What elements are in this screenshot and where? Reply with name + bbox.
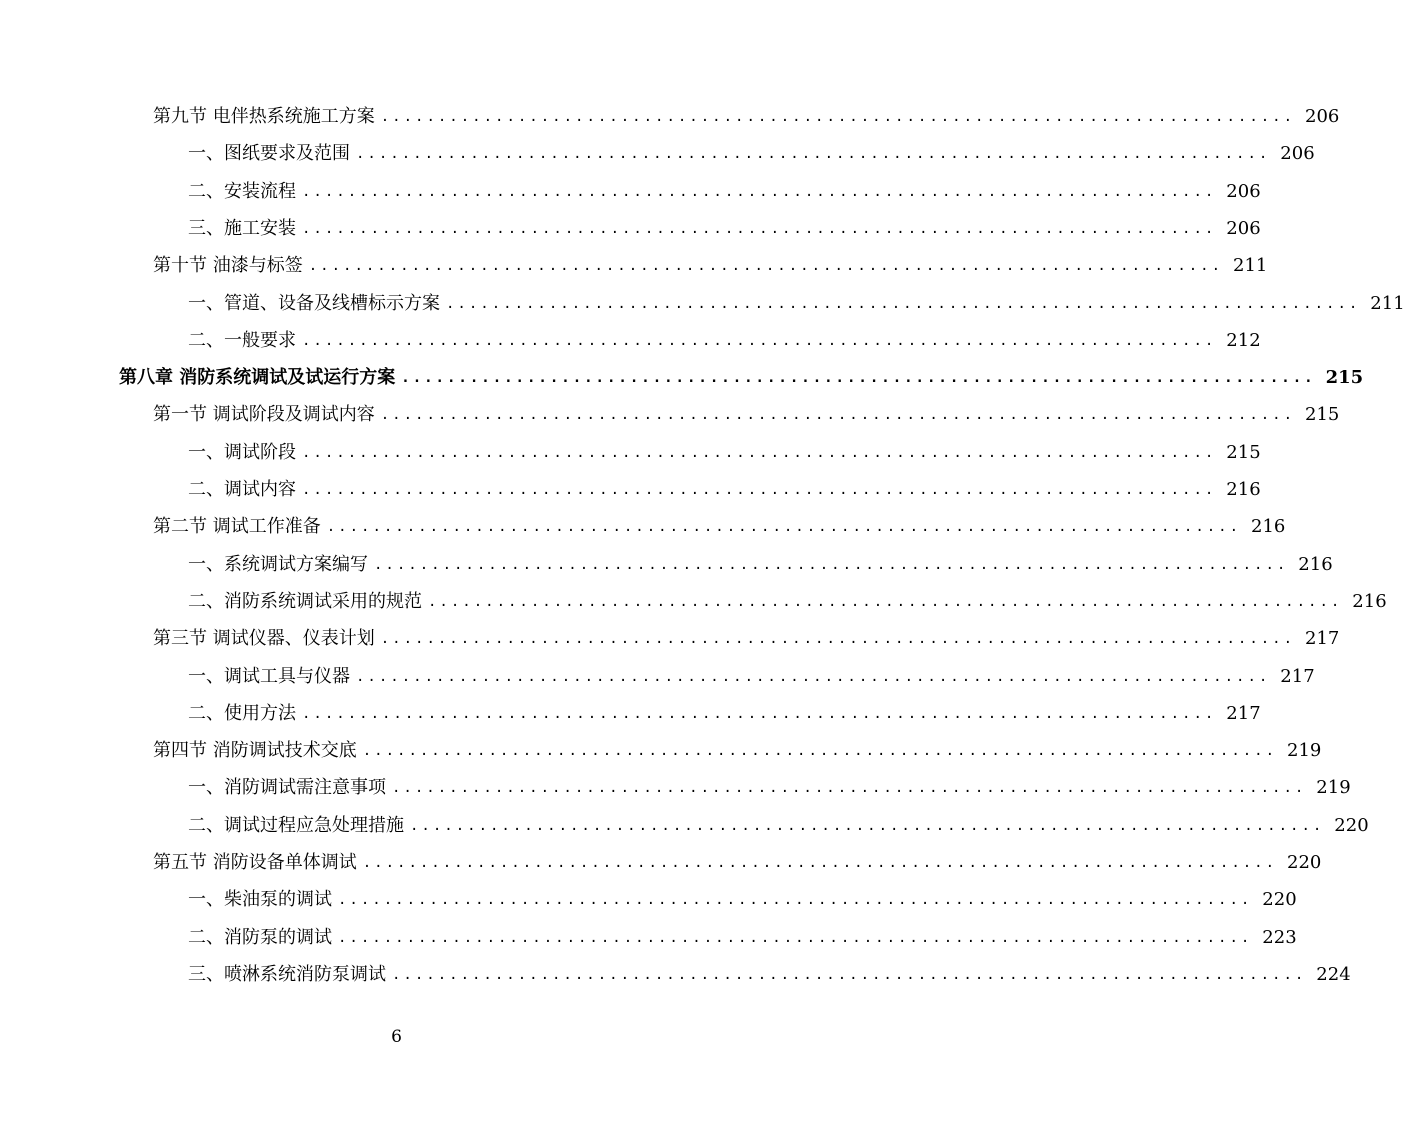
toc-entry-label: 第五节 消防设备单体调试 [153, 852, 357, 873]
toc-entry-page: 223 [1262, 926, 1297, 948]
leader-dots: ................................................................................ [392, 966, 1307, 983]
toc-entry-page: 219 [1316, 777, 1351, 799]
toc-entry-page: 217 [1305, 628, 1340, 650]
toc-entry-item[interactable] [188, 473, 1261, 501]
leader-dots: ................................................................................ [302, 482, 1217, 498]
leader-dots: ................................................................................ [401, 370, 1316, 387]
leader-dots: ................................................................................ [308, 258, 1224, 275]
leader-dots: ................................................................................ [338, 929, 1253, 946]
toc-entry-page: 215 [1305, 404, 1340, 426]
leader-dots: ................................................................................ [302, 444, 1217, 461]
toc-entry-label: 三、施工安装 [188, 217, 296, 239]
toc-entry-label: 一、调试工具与仪器 [188, 665, 350, 687]
toc-entry-page: 212 [1226, 329, 1261, 351]
leader-dots: ................................................................................ [446, 295, 1361, 312]
toc-entry-item[interactable] [188, 883, 1297, 911]
toc-entry-section[interactable] [153, 398, 1340, 426]
leader-dots: ................................................................................ [410, 817, 1325, 834]
leader-dots: ................................................................................ [380, 109, 1296, 125]
leader-dots: ................................................................................ [356, 668, 1271, 685]
toc-entry-page: 216 [1352, 590, 1387, 612]
toc-entry-label: 第九节 电伴热系统施工方案 [153, 106, 375, 127]
toc-entry-page: 220 [1262, 889, 1297, 911]
leader-dots: ................................................................................ [380, 631, 1296, 648]
toc-entry-page: 215 [1226, 441, 1261, 463]
toc-entry-page: 215 [1325, 367, 1364, 389]
toc-entry-label: 第二节 调试工作准备 [153, 516, 321, 538]
leader-dots: ................................................................................ [428, 593, 1343, 610]
toc-entry-page: 220 [1334, 814, 1369, 836]
toc-entry-section[interactable] [153, 510, 1286, 538]
toc-entry-page: 216 [1226, 479, 1261, 500]
toc-entry-page: 211 [1233, 255, 1268, 277]
toc-entry-item[interactable] [188, 921, 1297, 949]
toc-entry-label: 第十节 油漆与标签 [153, 255, 303, 277]
toc-entry-item[interactable] [188, 436, 1261, 464]
toc-entry-section[interactable] [153, 846, 1322, 874]
toc-entry-item[interactable] [188, 958, 1351, 986]
toc-entry-page: 206 [1280, 143, 1315, 165]
toc-entry-label: 一、柴油泵的调试 [188, 889, 332, 911]
leader-dots: ................................................................................ [338, 892, 1253, 909]
toc-entry-label: 第八章 消防系统调试及试运行方案 [119, 367, 396, 389]
leader-dots: ................................................................................ [362, 743, 1278, 760]
toc-entry-label: 第四节 消防调试技术交底 [153, 740, 357, 762]
toc-entry-item[interactable] [188, 771, 1351, 799]
toc-entry-page: 217 [1226, 702, 1261, 724]
toc-entry-label: 二、调试内容 [188, 479, 296, 500]
toc-entry-page: 217 [1280, 665, 1315, 687]
leader-dots: ................................................................................ [326, 519, 1242, 536]
toc-entry-label: 一、系统调试方案编写 [188, 553, 368, 575]
leader-dots: ................................................................................ [392, 780, 1307, 797]
toc-entry-item[interactable] [188, 287, 1405, 315]
toc-entry-label: 一、调试阶段 [188, 441, 296, 463]
toc-entry-section[interactable] [153, 249, 1268, 277]
toc-entry-item[interactable] [188, 660, 1315, 688]
toc-entry-section[interactable] [153, 622, 1340, 650]
toc-entry-item[interactable] [188, 324, 1261, 352]
toc-entry-page: 216 [1298, 553, 1333, 575]
toc-entry-item[interactable] [188, 809, 1369, 837]
toc-entry-label: 二、调试过程应急处理措施 [188, 814, 404, 836]
toc-entry-item[interactable] [188, 212, 1261, 240]
toc-entry-page: 216 [1251, 516, 1286, 538]
toc-entry-section[interactable] [153, 100, 1340, 128]
toc-entry-label: 三、喷淋系统消防泵调试 [188, 963, 386, 985]
leader-dots: ................................................................................ [302, 220, 1217, 237]
leader-dots: ................................................................................ [302, 332, 1217, 349]
toc-entry-label: 第三节 调试仪器、仪表计划 [153, 628, 375, 650]
page-number: 6 [391, 1027, 402, 1047]
toc-entry-label: 一、图纸要求及范围 [188, 143, 350, 165]
toc-entry-label: 二、使用方法 [188, 702, 296, 724]
toc-entry-label: 二、一般要求 [188, 329, 296, 351]
toc-entry-page: 219 [1287, 740, 1322, 762]
toc-entry-page: 206 [1226, 217, 1261, 239]
toc-entry-label: 二、消防系统调试采用的规范 [188, 590, 422, 612]
toc-entry-item[interactable] [188, 137, 1315, 165]
toc-entry-page: 206 [1305, 106, 1340, 127]
toc-entry-page: 224 [1316, 963, 1351, 985]
toc-entry-label: 二、消防泵的调试 [188, 926, 332, 948]
toc-entry-item[interactable] [188, 697, 1261, 725]
toc-entry-item[interactable] [188, 548, 1333, 576]
leader-dots: ................................................................................ [362, 855, 1278, 871]
leader-dots: ................................................................................ [374, 556, 1289, 573]
toc-entry-label: 一、消防调试需注意事项 [188, 777, 386, 799]
toc-entry-chapter[interactable] [119, 361, 1364, 389]
leader-dots: ................................................................................ [356, 146, 1271, 163]
toc-entry-page: 211 [1370, 292, 1405, 314]
toc-entry-item[interactable] [188, 585, 1387, 613]
toc-entry-item[interactable] [188, 175, 1261, 203]
leader-dots: ................................................................................ [302, 705, 1217, 722]
toc-entry-page: 220 [1287, 852, 1322, 873]
toc-entry-label: 一、管道、设备及线槽标示方案 [188, 292, 440, 314]
toc-entry-label: 二、安装流程 [188, 180, 296, 202]
toc-entry-page: 206 [1226, 180, 1261, 202]
toc-entry-label: 第一节 调试阶段及调试内容 [153, 404, 375, 426]
leader-dots: ................................................................................ [380, 407, 1296, 424]
toc-entry-section[interactable] [153, 734, 1322, 762]
leader-dots: ................................................................................ [302, 183, 1217, 200]
